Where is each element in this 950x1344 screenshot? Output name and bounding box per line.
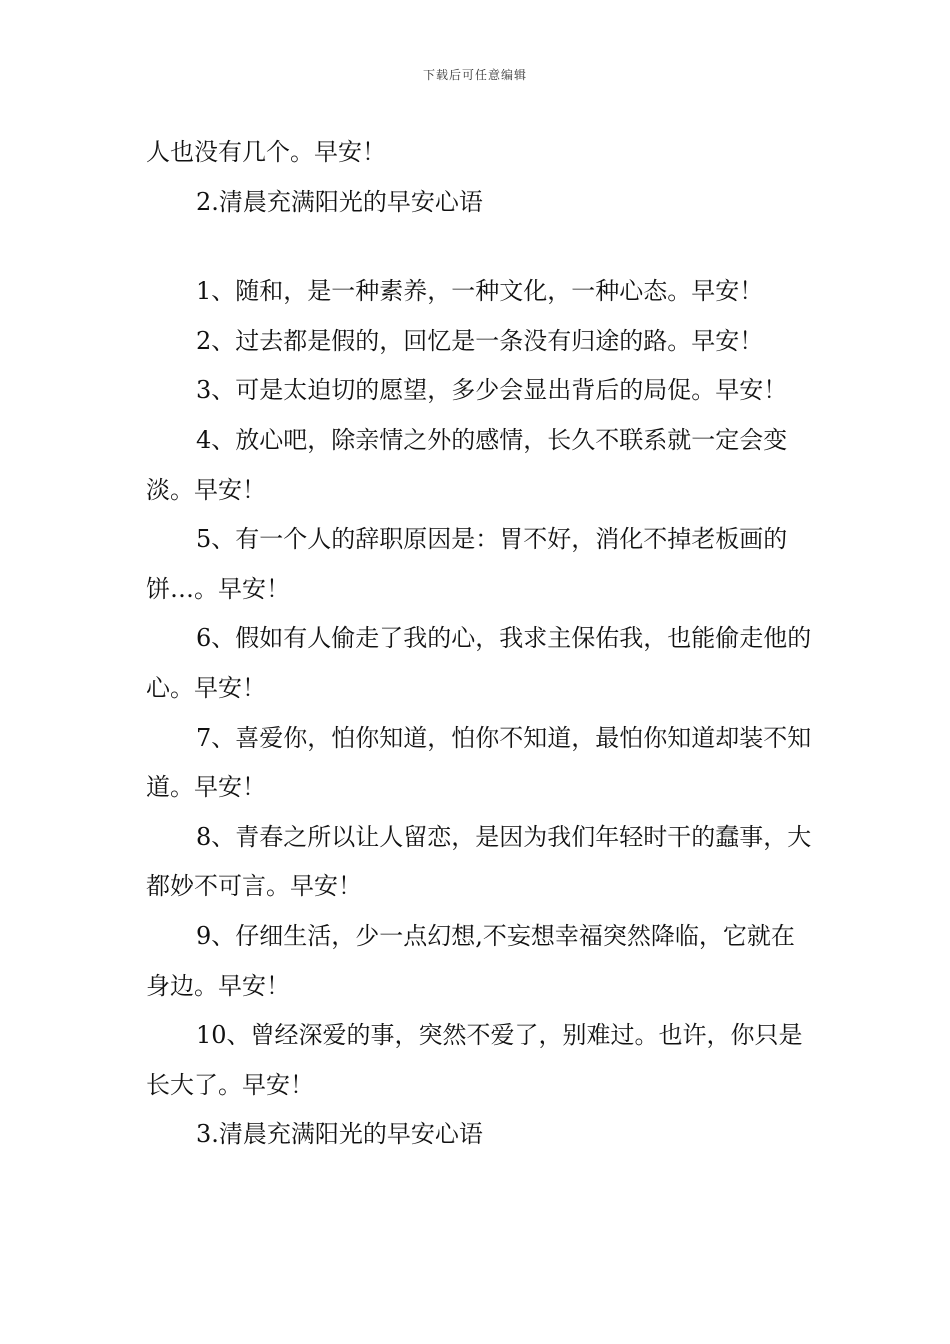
list-item: 5、有一个人的辞职原因是：胃不好，消化不掉老板画的饼…。早安！ — [146, 525, 788, 603]
document-body — [146, 128, 814, 1160]
list-item: 10、曾经深爱的事，突然不爱了，别难过。也许，你只是长大了。早安！ — [146, 1021, 803, 1099]
list-item: 4、放心吧，除亲情之外的感情，长久不联系就一定会变淡。早安！ — [146, 425, 788, 504]
list-item: 3、可是太迫切的愿望，多少会显出背后的局促。早安！ — [196, 376, 788, 405]
list-item: 7、喜爱你，怕你知道，怕你不知道，最怕你知道却装不知道。早安！ — [146, 723, 812, 802]
lead-paragraph: 人也没有几个。早安！ — [146, 138, 386, 166]
list-item: 6、假如有人偷走了我的心，我求主保佑我，也能偷走他的心。早安！ — [146, 624, 812, 702]
section-heading-3: 3.清晨充满阳光的早安心语 — [196, 1120, 483, 1149]
list-item: 2、过去都是假的，回忆是一条没有归途的路。早安！ — [196, 326, 764, 355]
list-item: 9、仔细生活，少一点幻想,不妄想幸福突然降临，它就在身边。早安！ — [146, 921, 795, 1000]
page-header: 下载后可任意编辑 — [422, 68, 527, 82]
list-item: 8、青春之所以让人留恋，是因为我们年轻时干的蠢事，大都妙不可言。早安！ — [146, 822, 812, 901]
section-heading-2: 2.清晨充满阳光的早安心语 — [196, 187, 483, 216]
section-spacer — [146, 227, 814, 267]
list-item: 1、随和，是一种素养，一种文化，一种心态。早安！ — [196, 277, 764, 306]
